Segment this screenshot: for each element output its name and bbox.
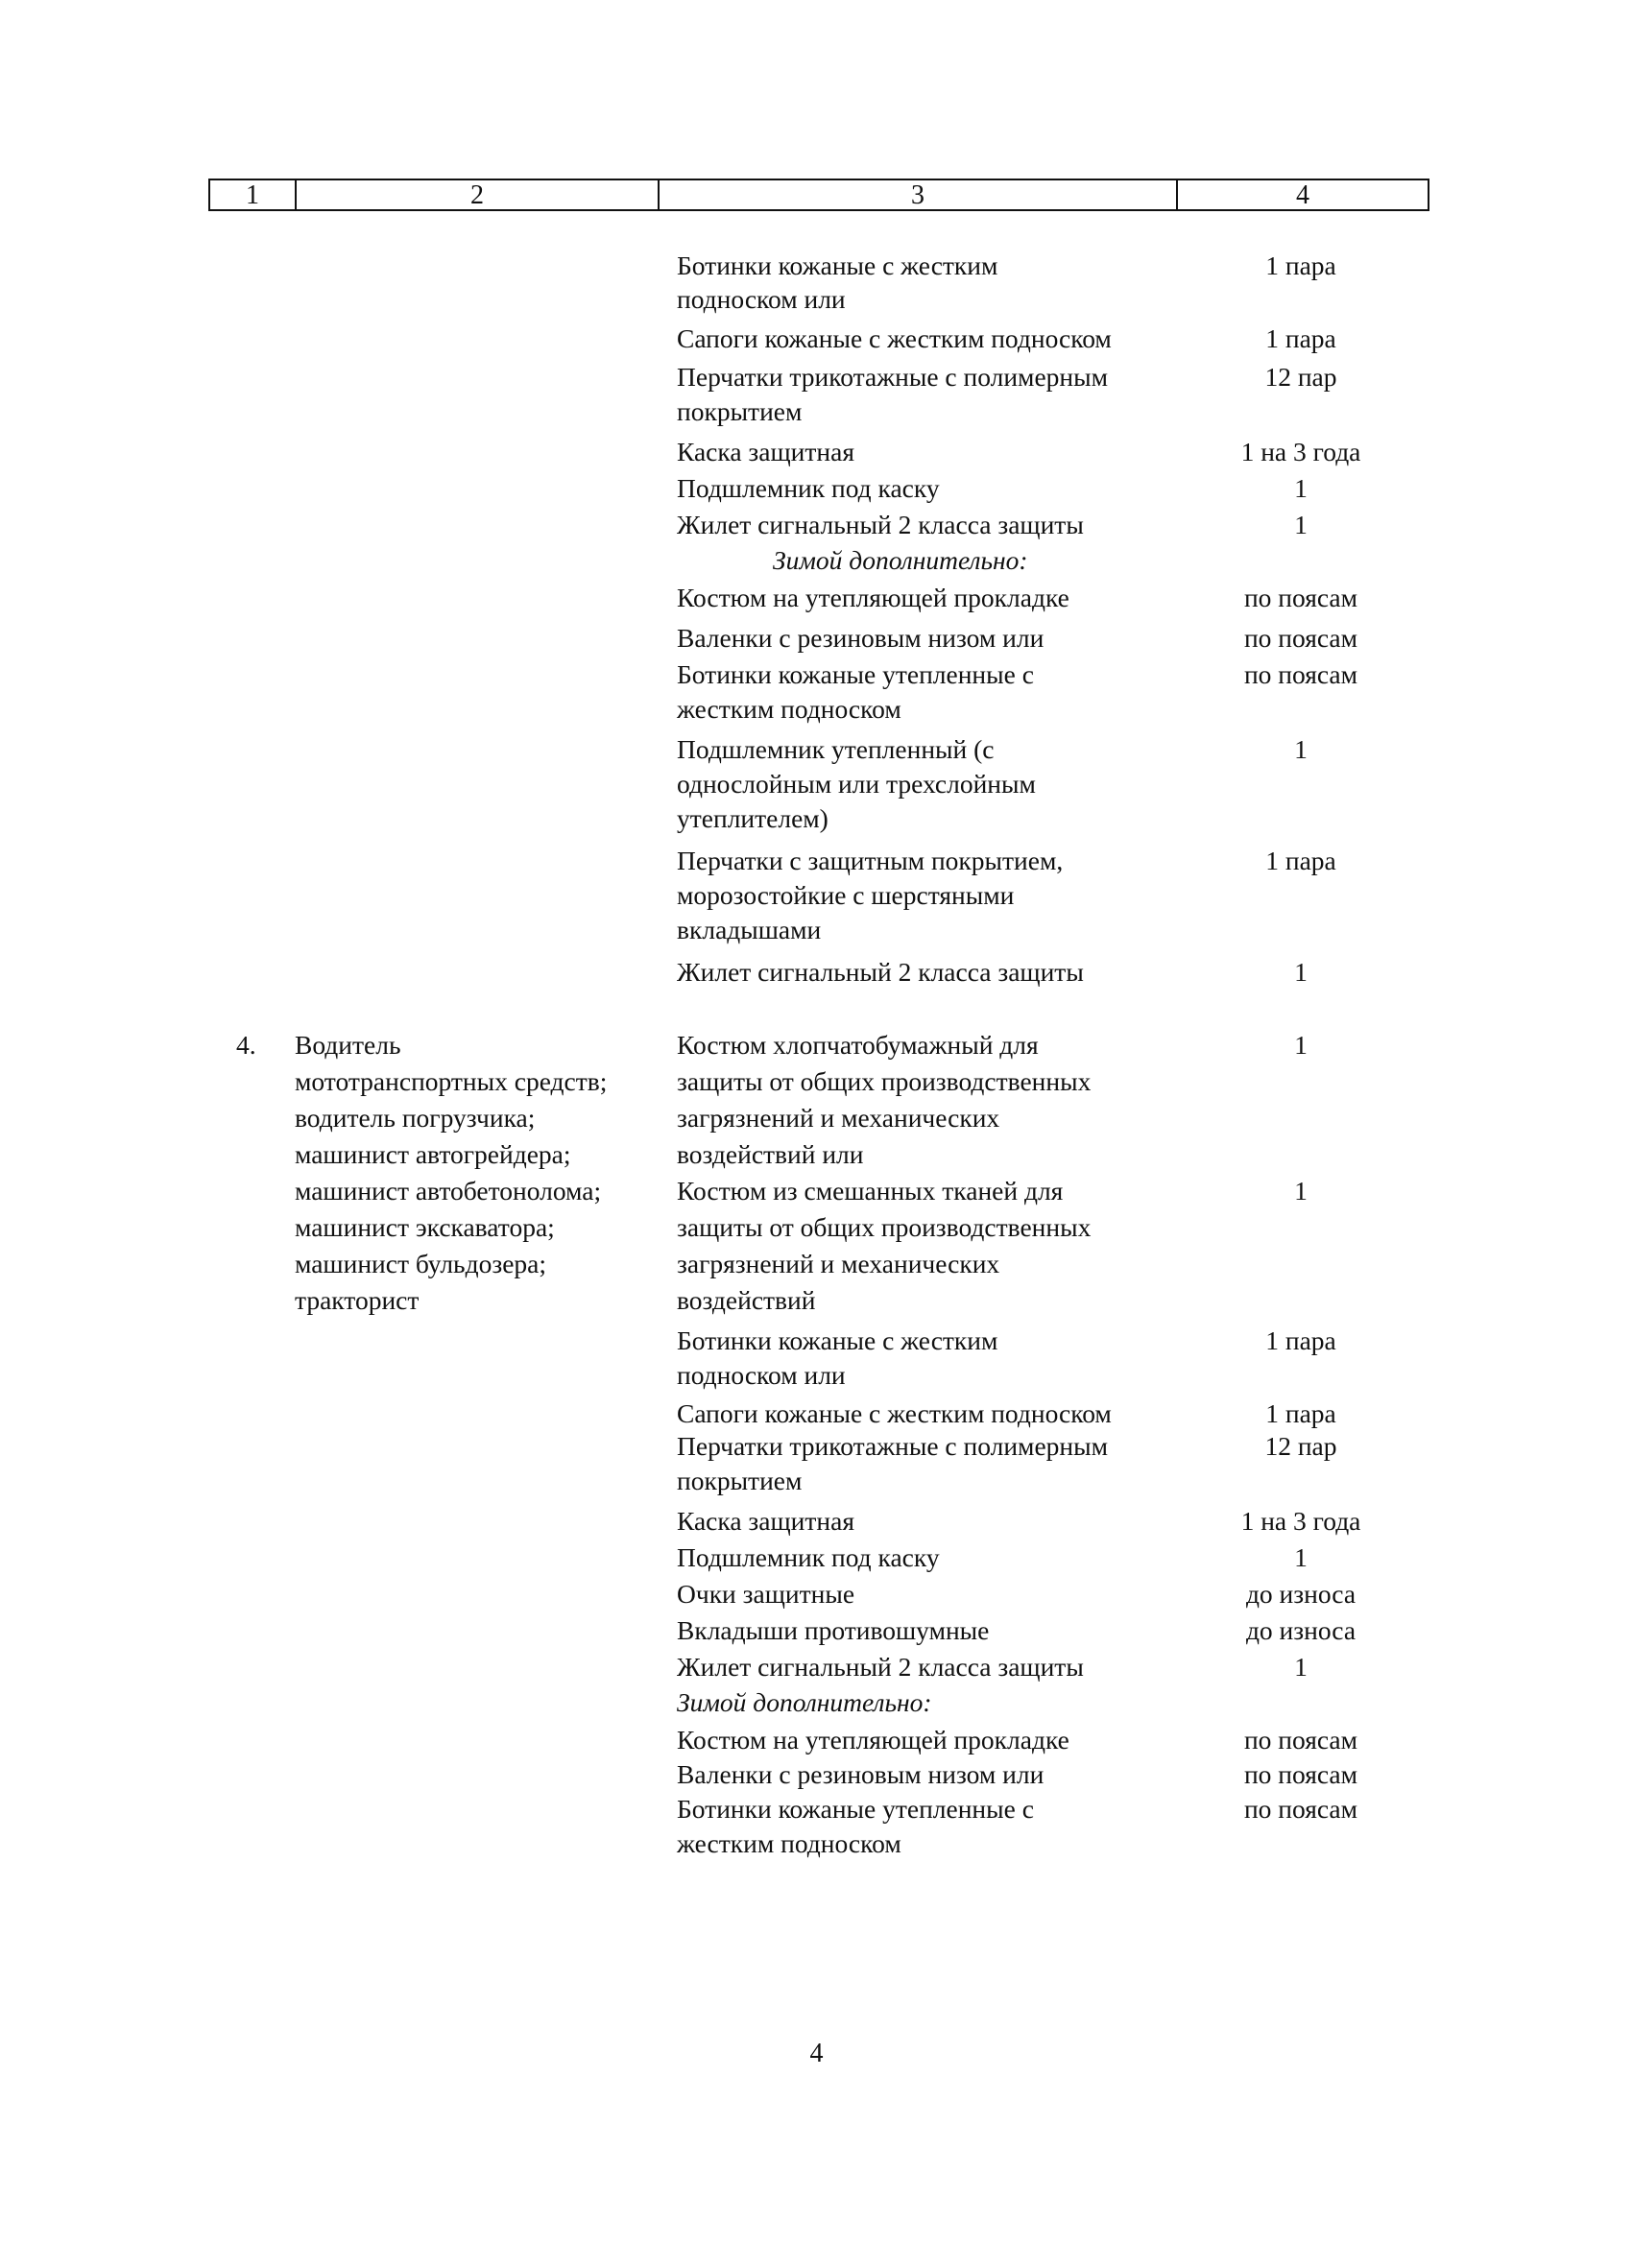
item-quantity: по поясам bbox=[1243, 1794, 1358, 1824]
item-line: Каска защитная bbox=[677, 437, 854, 466]
item-line: защиты от общих производственных bbox=[677, 1066, 1092, 1096]
row-number: 4. bbox=[236, 1030, 256, 1060]
item-line: Ботинки кожаные с жестким bbox=[677, 251, 998, 280]
item-line: Валенки с резиновым низом или bbox=[677, 623, 1045, 653]
item-line: Подшлемник утепленный (с bbox=[677, 734, 995, 764]
item-line: подноском или bbox=[677, 1360, 846, 1390]
item-quantity: 1 пара bbox=[1265, 846, 1336, 875]
item-quantity: 1 на 3 года bbox=[1240, 1506, 1361, 1536]
item-quantity: 1 bbox=[1294, 1542, 1308, 1572]
item-line: Костюм из смешанных тканей для bbox=[677, 1176, 1064, 1206]
item-line: Сапоги кожаные с жестким подноском bbox=[677, 1398, 1112, 1428]
item-quantity: 1 bbox=[1294, 734, 1308, 764]
item-quantity: 12 пар bbox=[1264, 1431, 1337, 1461]
item-line: загрязнений и механических bbox=[677, 1103, 1000, 1133]
item-line: Очки защитные bbox=[677, 1579, 855, 1609]
item-line: жестким подноском bbox=[677, 694, 901, 724]
item-line: Жилет сигнальный 2 класса защиты bbox=[677, 510, 1084, 539]
item-quantity: 1 на 3 года bbox=[1240, 437, 1361, 466]
item-quantity: 1 пара bbox=[1265, 251, 1336, 280]
item-line: вкладышами bbox=[677, 915, 822, 944]
item-line: Ботинки кожаные утепленные с bbox=[677, 659, 1034, 689]
item-line: Вкладыши противошумные bbox=[677, 1615, 990, 1645]
item-line: воздействий или bbox=[677, 1139, 864, 1169]
item-line: Валенки с резиновым низом или bbox=[677, 1759, 1045, 1789]
item-line: Перчатки трикотажные с полимерным bbox=[677, 362, 1109, 392]
item-quantity: 1 bbox=[1294, 473, 1308, 503]
table-header-row bbox=[208, 179, 1429, 211]
item-line: Перчатки трикотажные с полимерным bbox=[677, 1431, 1109, 1461]
profession-line: мототранспортных средств; bbox=[295, 1066, 608, 1096]
item-quantity: по поясам bbox=[1243, 623, 1358, 653]
item-line: Жилет сигнальный 2 класса защиты bbox=[677, 957, 1084, 987]
item-line: морозостойкие с шерстяными bbox=[677, 880, 1015, 910]
item-quantity: 1 пара bbox=[1265, 1398, 1336, 1428]
item-line: покрытием bbox=[677, 396, 803, 426]
item-quantity: 1 bbox=[1294, 1030, 1308, 1060]
section-heading-winter: Зимой дополнительно: bbox=[773, 545, 1028, 575]
column-header-4: 4 bbox=[1296, 179, 1309, 210]
profession-line: тракторист bbox=[295, 1285, 420, 1315]
page-number: 4 bbox=[809, 2039, 824, 2068]
item-quantity: 1 bbox=[1294, 957, 1308, 987]
item-line: Перчатки с защитным покрытием, bbox=[677, 846, 1064, 875]
item-line: защиты от общих производственных bbox=[677, 1212, 1092, 1242]
profession-line: машинист автогрейдера; bbox=[295, 1139, 571, 1169]
item-quantity: по поясам bbox=[1243, 1759, 1358, 1789]
item-line: загрязнений и механических bbox=[677, 1249, 1000, 1278]
profession-line: машинист бульдозера; bbox=[295, 1249, 547, 1278]
item-quantity: по поясам bbox=[1243, 1725, 1358, 1755]
item-line: Костюм на утепляющей прокладке bbox=[677, 1725, 1069, 1755]
item-line: подноском или bbox=[677, 284, 846, 314]
item-line: жестким подноском bbox=[677, 1828, 901, 1858]
column-header-3: 3 bbox=[660, 180, 1178, 209]
item-line: Жилет сигнальный 2 класса защиты bbox=[677, 1652, 1084, 1682]
item-quantity: 1 пара bbox=[1265, 323, 1336, 353]
item-quantity: 1 bbox=[1294, 1652, 1308, 1682]
column-header-2: 2 bbox=[297, 180, 660, 209]
item-quantity: 12 пар bbox=[1264, 362, 1337, 392]
profession-line: машинист экскаватора; bbox=[295, 1212, 555, 1242]
item-line: Сапоги кожаные с жестким подноском bbox=[677, 323, 1112, 353]
profession-line: водитель погрузчика; bbox=[295, 1103, 536, 1133]
item-quantity: по поясам bbox=[1243, 659, 1358, 689]
item-line: Костюм хлопчатобумажный для bbox=[677, 1030, 1039, 1060]
item-line: Каска защитная bbox=[677, 1506, 854, 1536]
item-line: Костюм на утепляющей прокладке bbox=[677, 583, 1069, 612]
item-line: Подшлемник под каску bbox=[677, 1542, 940, 1572]
profession-line: Водитель bbox=[295, 1030, 401, 1060]
item-line: воздействий bbox=[677, 1285, 816, 1315]
section-heading-winter: Зимой дополнительно: bbox=[677, 1687, 932, 1717]
item-quantity: по поясам bbox=[1243, 583, 1358, 612]
profession-line: машинист автобетонолома; bbox=[295, 1176, 602, 1206]
item-line: покрытием bbox=[677, 1466, 803, 1495]
item-line: утеплителем) bbox=[677, 803, 829, 833]
item-line: Ботинки кожаные с жестким bbox=[677, 1325, 998, 1355]
column-header-1: 1 bbox=[210, 180, 297, 209]
item-quantity: 1 bbox=[1294, 1176, 1308, 1206]
item-quantity: 1 пара bbox=[1265, 1325, 1336, 1355]
item-quantity: до износа bbox=[1245, 1615, 1357, 1645]
item-line: однослойным или трехслойным bbox=[677, 769, 1036, 799]
item-quantity: до износа bbox=[1245, 1579, 1357, 1609]
item-quantity: 1 bbox=[1294, 510, 1308, 539]
item-line: Подшлемник под каску bbox=[677, 473, 940, 503]
item-line: Ботинки кожаные утепленные с bbox=[677, 1794, 1034, 1824]
